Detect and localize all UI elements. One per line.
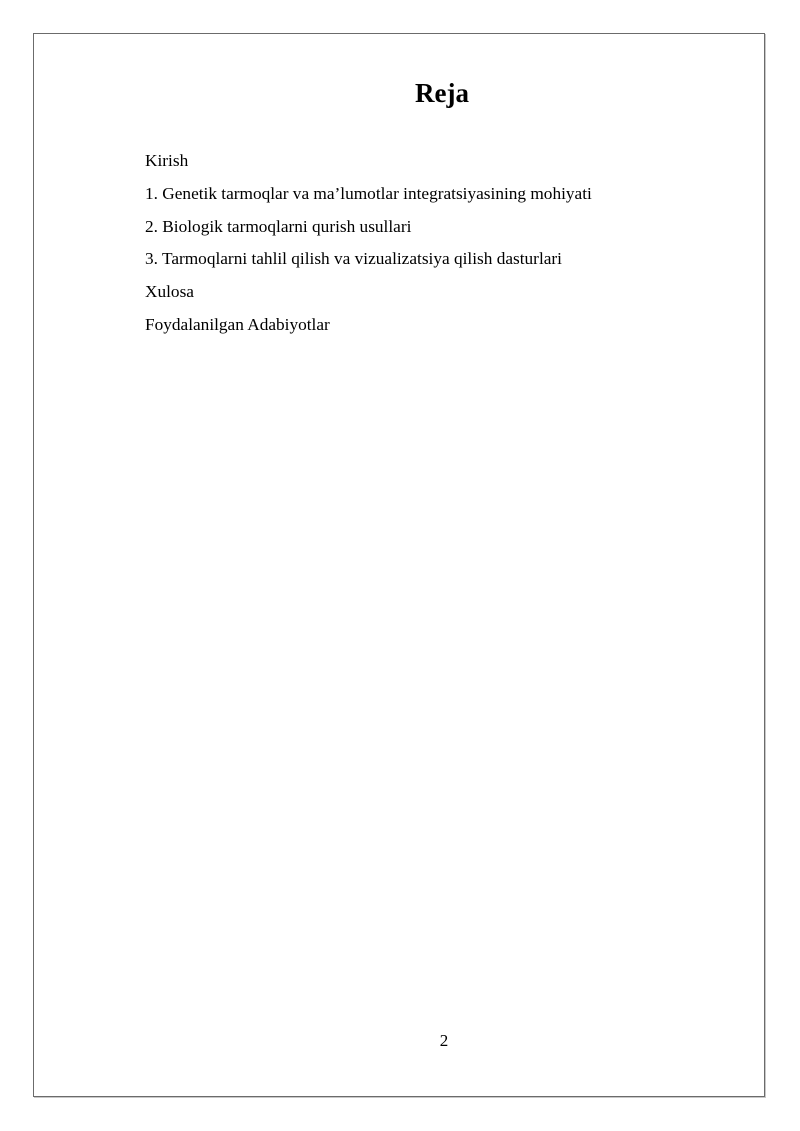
toc-item-section-1: 1. Genetik tarmoqlar va ma’lumotlar integratsiyasining mohiyati [145,183,592,203]
toc-item-conclusion: Xulosa [145,282,194,302]
toc-item-section-2: 2. Biologik tarmoqlarni qurish usullari [145,216,412,236]
page-title: Reja [415,78,469,108]
toc-item-introduction: Kirish [145,151,189,170]
toc-item-section-3: 3. Tarmoqlarni tahlil qilish va vizualizatsiya qilish dasturlari [145,249,562,269]
table-of-contents [145,145,592,342]
toc-item-references: Foydalanilgan Adabiyotlar [145,314,330,334]
page-number: 2 [439,1031,449,1050]
